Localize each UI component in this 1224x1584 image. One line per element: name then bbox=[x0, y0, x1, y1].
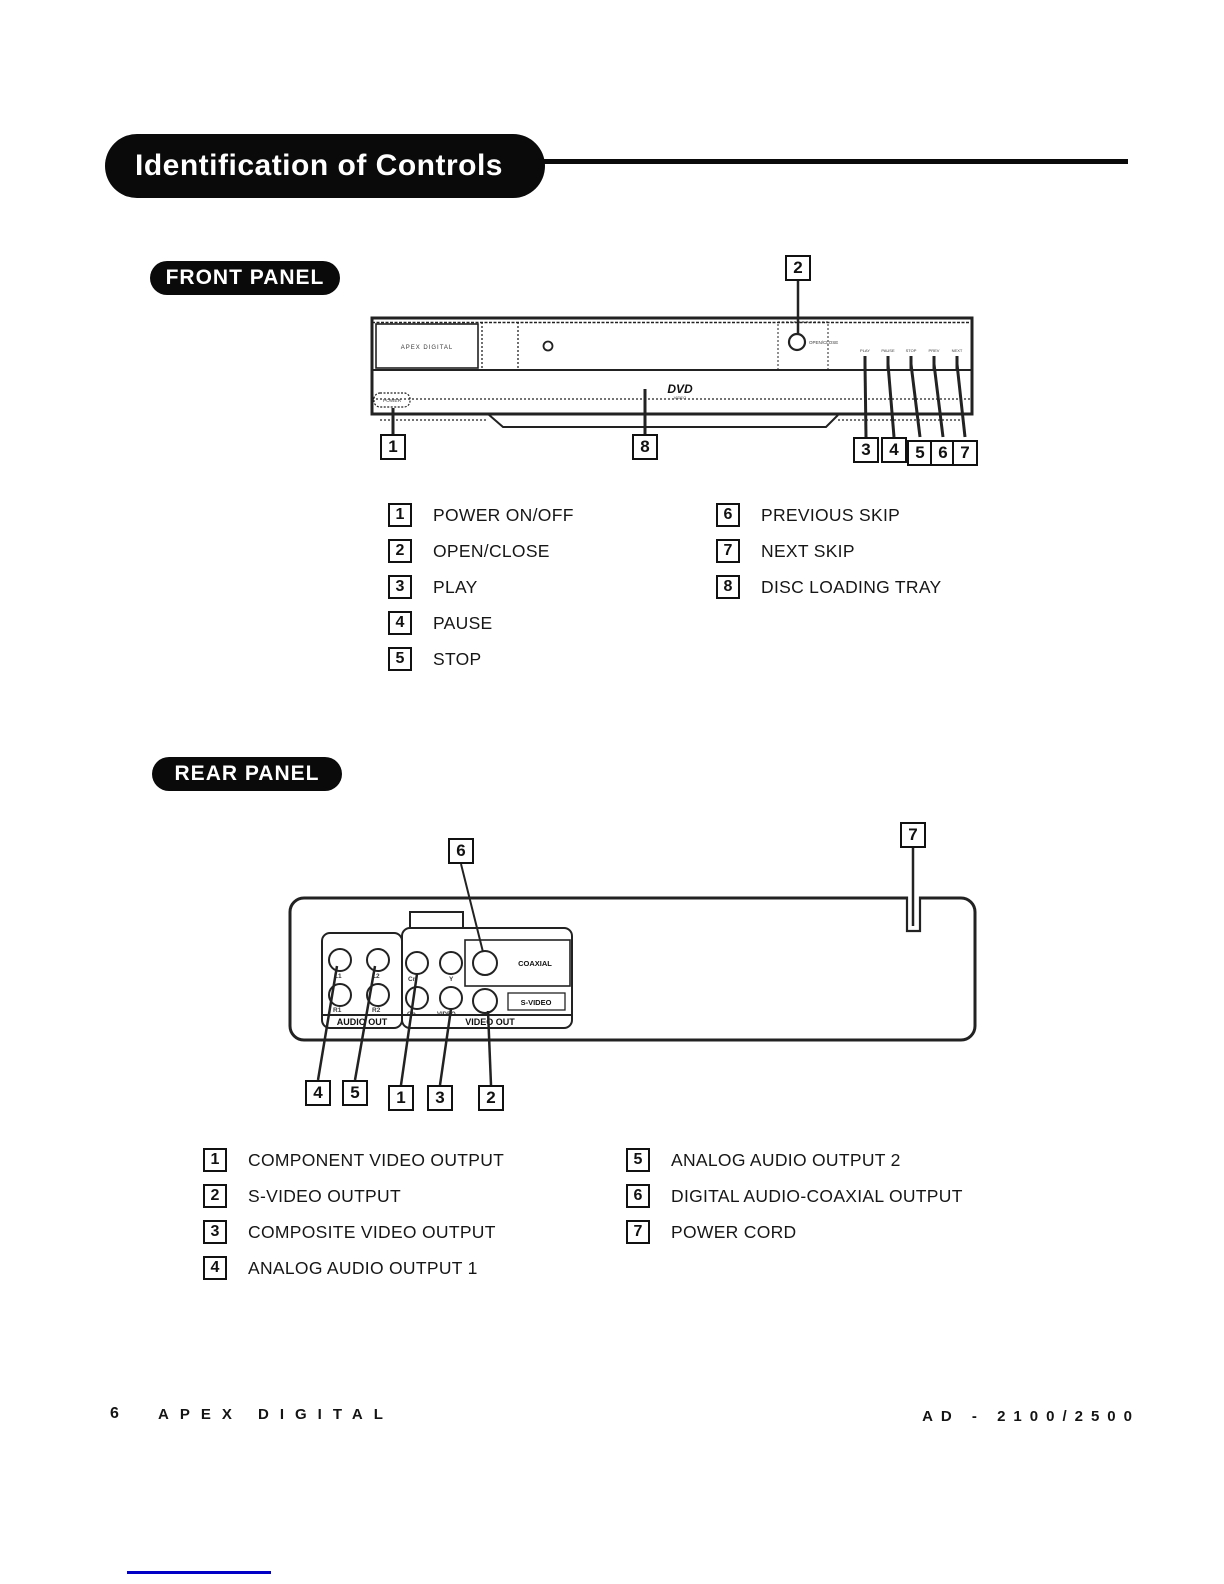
y-label: Y bbox=[449, 976, 454, 983]
legend-num: 4 bbox=[203, 1256, 227, 1280]
front-callout-3: 3 bbox=[853, 437, 879, 463]
legend-label: DIGITAL AUDIO-COAXIAL OUTPUT bbox=[671, 1185, 963, 1206]
open-close-tiny-label: OPEN/CLOSE bbox=[809, 340, 839, 345]
s-video-jack bbox=[473, 989, 497, 1013]
leader-play bbox=[865, 364, 866, 437]
legend-label: PAUSE bbox=[433, 612, 493, 633]
legend-label: POWER CORD bbox=[671, 1221, 797, 1242]
rear-legend-item-7 bbox=[626, 1220, 963, 1244]
rear-callout-2: 2 bbox=[478, 1085, 504, 1111]
front-legend-item-3 bbox=[388, 575, 574, 599]
legend-label: COMPOSITE VIDEO OUTPUT bbox=[248, 1221, 496, 1242]
leader-coaxial bbox=[461, 864, 483, 952]
leader-pause bbox=[888, 364, 894, 437]
component-cb-jack bbox=[406, 987, 428, 1009]
rear-panel-drawing bbox=[280, 818, 980, 1118]
leader-next bbox=[957, 364, 965, 437]
page-title-pill bbox=[105, 134, 545, 198]
next-button-tiny-label: NEXT bbox=[951, 348, 963, 353]
front-legend-item-7 bbox=[716, 539, 941, 563]
page-number: 6 bbox=[110, 1405, 119, 1422]
r1-label: R1 bbox=[333, 1007, 342, 1014]
legend-num: 5 bbox=[388, 647, 412, 671]
leader-composite bbox=[440, 1009, 451, 1085]
front-callout-7: 7 bbox=[952, 440, 978, 466]
legend-label: ANALOG AUDIO OUTPUT 1 bbox=[248, 1257, 478, 1278]
front-callout-8: 8 bbox=[632, 434, 658, 460]
coaxial-jack bbox=[473, 951, 497, 975]
legend-num: 5 bbox=[626, 1148, 650, 1172]
s-video-label: S-VIDEO bbox=[520, 998, 552, 1007]
legend-label: NEXT SKIP bbox=[761, 540, 855, 561]
disc-tray-lip bbox=[488, 414, 838, 427]
component-y-jack bbox=[440, 952, 462, 974]
legend-num: 8 bbox=[716, 575, 740, 599]
legend-label: STOP bbox=[433, 648, 482, 669]
legend-label: DISC LOADING TRAY bbox=[761, 576, 942, 597]
legend-label: COMPONENT VIDEO OUTPUT bbox=[248, 1149, 505, 1170]
footer-model: AD - 2100/2500 bbox=[922, 1408, 1140, 1425]
title-rule bbox=[540, 159, 1128, 164]
front-callout-6: 6 bbox=[930, 440, 956, 466]
legend-num: 2 bbox=[388, 539, 412, 563]
rear-callout-7: 7 bbox=[900, 822, 926, 848]
legend-label: PREVIOUS SKIP bbox=[761, 504, 901, 525]
rear-callout-4: 4 bbox=[305, 1080, 331, 1106]
rear-callout-5: 5 bbox=[342, 1080, 368, 1106]
rear-legend-left bbox=[203, 1148, 504, 1292]
front-callout-5: 5 bbox=[907, 440, 933, 466]
front-callout-2: 2 bbox=[785, 255, 811, 281]
audio-l1-jack bbox=[329, 949, 351, 971]
l1-label: L1 bbox=[334, 973, 342, 980]
legend-num: 2 bbox=[203, 1184, 227, 1208]
composite-video-jack bbox=[440, 987, 462, 1009]
coaxial-label: COAXIAL bbox=[518, 959, 552, 968]
power-tiny-label: POWER bbox=[382, 399, 402, 404]
pause-button-tiny-label: PAUSE bbox=[881, 348, 895, 353]
dvd-logo: DVD bbox=[667, 382, 693, 396]
rear-callout-6: 6 bbox=[448, 838, 474, 864]
component-cr-jack bbox=[406, 952, 428, 974]
front-legend-item-5 bbox=[388, 647, 574, 671]
bottom-blue-rule bbox=[127, 1571, 271, 1574]
front-legend-item-8 bbox=[716, 575, 941, 599]
front-legend-right bbox=[716, 503, 941, 611]
rear-legend-item-3 bbox=[203, 1220, 504, 1244]
front-legend-left bbox=[388, 503, 574, 683]
legend-num: 4 bbox=[388, 611, 412, 635]
play-button-tiny-label: PLAY bbox=[860, 348, 870, 353]
standby-led bbox=[544, 342, 553, 351]
legend-label: POWER ON/OFF bbox=[433, 504, 574, 525]
legend-label: S-VIDEO OUTPUT bbox=[248, 1185, 401, 1206]
rear-legend-right bbox=[626, 1148, 963, 1256]
video-out-label: VIDEO OUT bbox=[465, 1017, 515, 1027]
audio-out-label: AUDIO OUT bbox=[336, 1017, 388, 1027]
front-legend-item-4 bbox=[388, 611, 574, 635]
cb-label: Cb bbox=[407, 1011, 416, 1018]
front-legend-item-1 bbox=[388, 503, 574, 527]
legend-num: 7 bbox=[716, 539, 740, 563]
leader-audio1 bbox=[318, 966, 337, 1080]
rear-callout-1: 1 bbox=[388, 1085, 414, 1111]
rear-legend-item-6 bbox=[626, 1184, 963, 1208]
leader-prev bbox=[934, 364, 943, 437]
rear-chassis-outline bbox=[290, 898, 975, 1040]
legend-num: 7 bbox=[626, 1220, 650, 1244]
legend-num: 3 bbox=[388, 575, 412, 599]
front-legend-item-6 bbox=[716, 503, 941, 527]
front-panel-diagram bbox=[360, 252, 990, 482]
rear-panel-section-label: REAR PANEL bbox=[152, 757, 342, 791]
audio-l2-jack bbox=[367, 949, 389, 971]
stop-button-tiny-label: STOP bbox=[905, 348, 917, 353]
video-label: VIDEO bbox=[437, 1012, 456, 1018]
legend-label: OPEN/CLOSE bbox=[433, 540, 550, 561]
prev-button-tiny-label: PREV bbox=[928, 348, 940, 353]
cr-label: Cr bbox=[408, 976, 416, 983]
brand-text: APEX DIGITAL bbox=[400, 345, 454, 351]
open-close-button bbox=[789, 334, 805, 350]
page-title: Identification of Controls bbox=[135, 149, 503, 182]
legend-num: 6 bbox=[716, 503, 740, 527]
front-callout-1: 1 bbox=[380, 434, 406, 460]
leader-stop bbox=[911, 364, 920, 437]
front-panel-section-label: FRONT PANEL bbox=[150, 261, 340, 295]
legend-num: 1 bbox=[203, 1148, 227, 1172]
legend-num: 1 bbox=[388, 503, 412, 527]
rear-callout-3: 3 bbox=[427, 1085, 453, 1111]
legend-label: ANALOG AUDIO OUTPUT 2 bbox=[671, 1149, 901, 1170]
r2-label: R2 bbox=[372, 1007, 381, 1014]
legend-num: 6 bbox=[626, 1184, 650, 1208]
l2-label: L2 bbox=[372, 973, 380, 980]
rear-legend-item-2 bbox=[203, 1184, 504, 1208]
rear-legend-item-5 bbox=[626, 1148, 963, 1172]
legend-num: 3 bbox=[203, 1220, 227, 1244]
rear-panel-diagram bbox=[280, 818, 980, 1118]
legend-label: PLAY bbox=[433, 576, 478, 597]
front-legend-item-2 bbox=[388, 539, 574, 563]
rear-legend-item-1 bbox=[203, 1148, 504, 1172]
dvd-logo-sub: VIDEO bbox=[673, 395, 687, 400]
rear-legend-item-4 bbox=[203, 1256, 504, 1280]
component-bracket bbox=[410, 912, 463, 928]
front-callout-4: 4 bbox=[881, 437, 907, 463]
footer-brand: APEX DIGITAL bbox=[158, 1406, 394, 1423]
